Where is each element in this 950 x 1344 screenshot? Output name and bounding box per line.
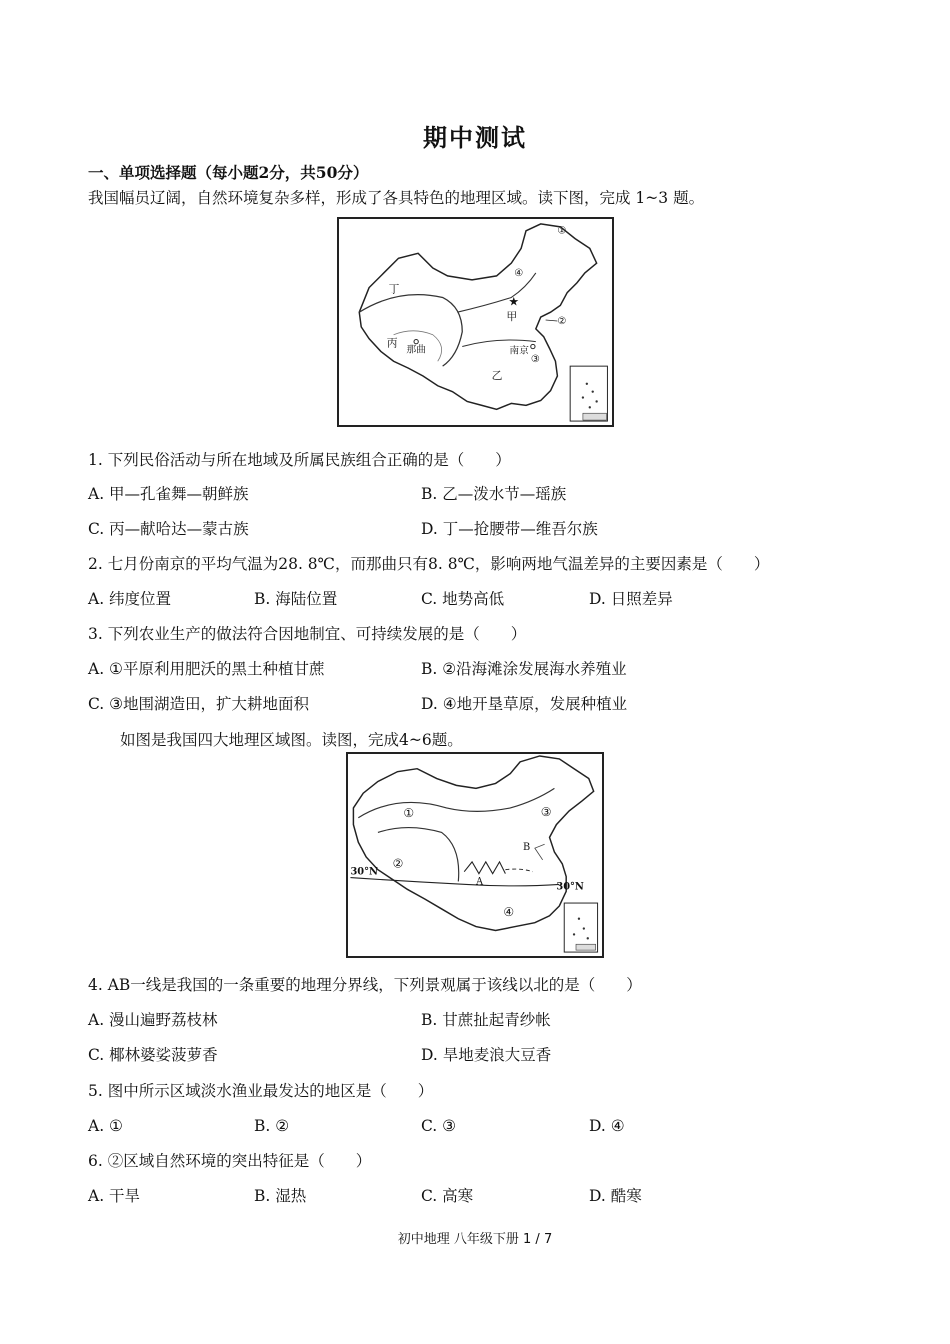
question-4-option-c: C. 椰林婆娑菠萝香 <box>88 1046 218 1064</box>
map1-label-bing: 丙 <box>386 336 398 350</box>
map2-latitude-right: 30°N <box>556 881 584 893</box>
china-regions-map-1 <box>337 217 614 427</box>
map1-label-2: ② <box>557 315 567 327</box>
question-1-option-a: A. 甲—孔雀舞—朝鲜族 <box>88 485 249 503</box>
section-heading: 一、单项选择题（每小题2分，共50分） <box>88 163 369 182</box>
question-4-stem: 4. AB一线是我国的一条重要的地理分界线，下列景观属于该线以北的是（ ） <box>88 976 642 994</box>
question-4-option-b: B. 甘蔗扯起青纱帐 <box>421 1011 551 1029</box>
question-5-option-c: C. ③ <box>421 1117 457 1135</box>
question-5-option-d: D. ④ <box>589 1117 625 1135</box>
page-title: 期中测试 <box>423 123 527 152</box>
question-1-option-d: D. 丁—抢腰带—维吾尔族 <box>421 520 598 538</box>
question-5-option-a: A. ① <box>88 1117 123 1135</box>
question-2-stem: 2. 七月份南京的平均气温为28. 8℃，而那曲只有8. 8℃，影响两地气温差异的主要因素是（ ） <box>88 555 770 573</box>
question-6-option-d: D. 酷寒 <box>589 1187 642 1205</box>
map2-label-1: ① <box>403 805 414 820</box>
capital-star-icon: ★ <box>508 294 519 309</box>
question-3-option-a: A. ①平原利用肥沃的黑土种植甘蔗 <box>88 660 325 678</box>
map2-label-4: ④ <box>503 904 514 919</box>
question-6-stem: 6. ②区域自然环境的突出特征是（ ） <box>88 1152 372 1170</box>
map2-label-a: A <box>475 876 484 888</box>
intro-text-2: 如图是我国四大地理区域图。读图，完成4~6题。 <box>120 731 463 749</box>
map1-label-1: ① <box>557 225 567 237</box>
question-1-option-c: C. 丙—献哈达—蒙古族 <box>88 520 249 538</box>
china-regions-map-2 <box>346 752 604 958</box>
question-1-option-b: B. 乙—泼水节—瑶族 <box>421 485 567 503</box>
map-1-drawing <box>339 219 612 425</box>
question-3-stem: 3. 下列农业生产的做法符合因地制宜、可持续发展的是（ ） <box>88 625 527 643</box>
question-3-option-d: D. ④地开垦草原，发展种植业 <box>421 695 628 713</box>
map1-label-nanjing: 南京 <box>509 345 529 357</box>
question-5-option-b: B. ② <box>254 1117 290 1135</box>
map1-label-ding: 丁 <box>388 282 400 296</box>
question-1-stem: 1. 下列民俗活动与所在地域及所属民族组合正确的是（ ） <box>88 451 511 469</box>
map2-label-b: B <box>523 842 531 854</box>
question-5-stem: 5. 图中所示区域淡水渔业最发达的地区是（ ） <box>88 1082 434 1100</box>
question-4-option-d: D. 旱地麦浪大豆香 <box>421 1046 552 1064</box>
question-2-option-c: C. 地势高低 <box>421 590 505 608</box>
question-6-option-b: B. 湿热 <box>254 1187 307 1205</box>
question-6-option-c: C. 高寒 <box>421 1187 474 1205</box>
map1-label-naqu: 那曲 <box>406 344 426 356</box>
question-4-option-a: A. 漫山遍野荔枝林 <box>88 1011 218 1029</box>
map1-label-4: ④ <box>514 267 524 279</box>
page-footer: 初中地理 八年级下册 1 / 7 <box>397 1232 553 1247</box>
question-3-option-c: C. ③地围湖造田，扩大耕地面积 <box>88 695 310 713</box>
map1-label-yi: 乙 <box>491 368 503 382</box>
question-2-option-a: A. 纬度位置 <box>88 590 172 608</box>
question-2-option-b: B. 海陆位置 <box>254 590 338 608</box>
question-6-option-a: A. 干旱 <box>88 1187 141 1205</box>
map2-label-3: ③ <box>540 804 552 819</box>
map1-label-3: ③ <box>530 354 540 366</box>
map-2-drawing <box>348 754 602 956</box>
question-3-option-b: B. ②沿海滩涂发展海水养殖业 <box>421 660 627 678</box>
map2-latitude-left: 30°N <box>350 866 378 878</box>
intro-text-1: 我国幅员辽阔，自然环境复杂多样，形成了各具特色的地理区域。读下图，完成 1~3 题。 <box>88 189 705 207</box>
map2-label-2: ② <box>392 856 404 871</box>
map1-label-jia: 甲 <box>506 310 518 324</box>
question-2-option-d: D. 日照差异 <box>589 590 673 608</box>
